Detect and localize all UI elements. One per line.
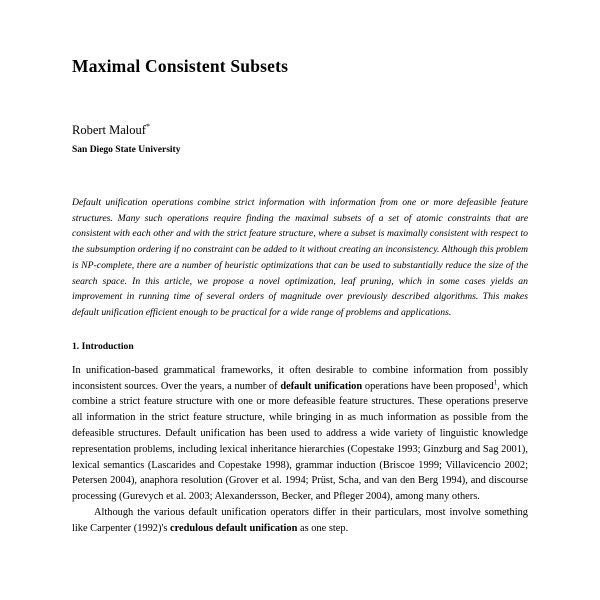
page-title: Maximal Consistent Subsets [72,56,289,76]
paragraph-intro-2: Although the various default unification operators differ in their particulars, most involve something like Carpenter (1992)'s credulous default unification as one step. [72,507,528,534]
author-line [72,123,528,138]
abstract-text: Default unification operations combine strict information with information from one or more defeasible feature structures. Many such operations require finding the maximal subsets of a set of atomic constraints that are consistent with each other and with the strict feature structure, where a subset is maximally consistent with respect to the subsumption ordering if no constraint can be added to it without creating an inconsistency. Although this problem is NP-complete, there are a number of heuristic optimizations that can be used to substantially reduce the size of the search space. In this article, we propose a novel optimization, leaf pruning, which in some cases yields an improvement in running time of several orders of magnitude over previously described algorithms. This makes default unification efficient enough to be practical for a wide range of problems and applications. [72,197,528,319]
author-affiliation: San Diego State University [72,145,181,155]
author-footnote-marker: * [145,121,150,131]
section-heading-introduction: 1. Introduction [72,340,134,352]
paragraph-intro-1: In unification-based grammatical frameworks, it often desirable to combine information from possibly inconsistent sources. Over the years, a number of default unification operations have been proposed$^1$, which combine a strict feature structure with one or more defeasible feature structures. These operations preserve all information in the strict feature structure, while bringing in as much information as possible from the defeasible structures. Default unification has been used to address a wide variety of linguistic knowledge representation problems, including lexical inheritance hierarchies (Copestake 1993; Ginzburg and Sag 2001), lexical semantics (Lascarides and Copestake 1998), grammar induction (Briscoe 1999; Villavicencio 2002; Petersen 2004), anaphora resolution (Grover et al. 1994; Prüst, Scha, and van den Berg 1994), and discourse processing (Gurevych et al. 2003; Alexandersson, Becker, and Pfleger 2004), among many others. [72,364,528,503]
author-name: Robert Malouf [72,123,146,137]
